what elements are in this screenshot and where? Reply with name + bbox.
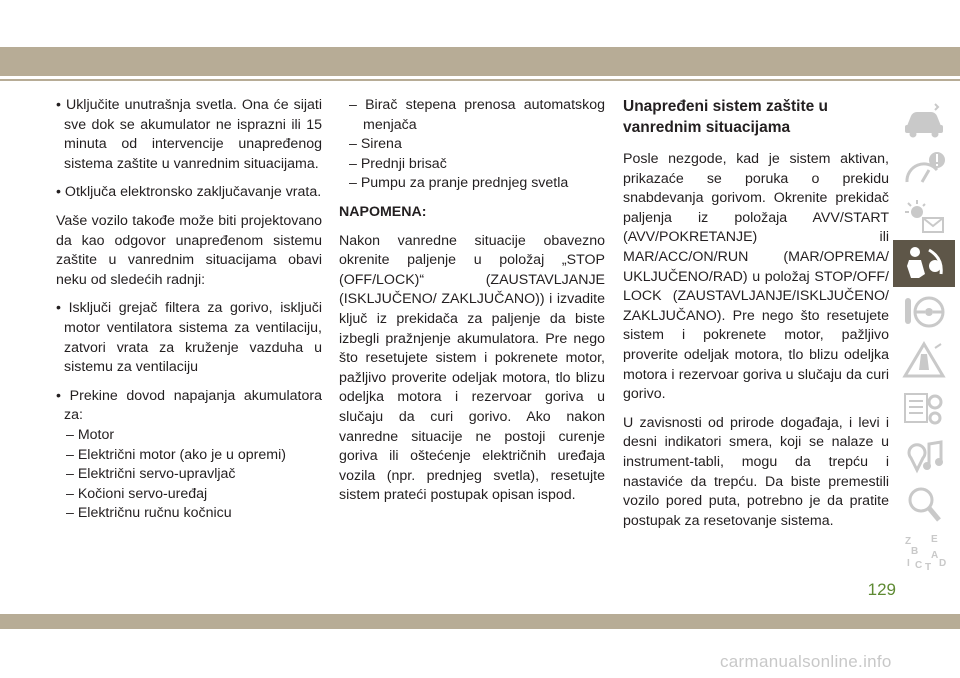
list-item: – Prednji brisač <box>349 155 447 172</box>
svg-text:I: I <box>907 557 910 569</box>
bullet-interior-lights: • Uključite unutrašnja svetla. Ona će sijati sve dok se akumulator ne isprazni ili 15 minuta od intervencije unapređenog sistema zaštite u vanrednim situacijama. <box>56 97 322 172</box>
footer-band <box>0 614 960 629</box>
bullet-fuel-filter: • Isključi grejač filtera za gorivo, isključi motor ventilatora sistema za ventilaciju, zatvori vrata za kruženje vazduha u sistemu za ventilaciju <box>56 300 322 376</box>
paragraph-actions: Vaše vozilo takođe može biti projektovano da kao odgovor unapređenom sistemu zaštite u vanrednim situacijama obavi neku od sledećih radnji: <box>56 212 322 288</box>
page-number: 129 <box>867 580 896 599</box>
tab-driving[interactable] <box>893 288 955 335</box>
tab-multimedia[interactable] <box>893 432 955 479</box>
list-item: – Kočioni servo-uređaj <box>66 485 208 502</box>
note-title: NAPOMENA: <box>339 203 427 220</box>
multimedia-icon <box>901 436 947 476</box>
svg-text:Z: Z <box>905 535 912 547</box>
bullet-power-cut: • Prekine dovod napajanja akumulatora za: <box>56 387 322 424</box>
svg-text:T: T <box>925 561 932 572</box>
steering-wheel-icon <box>901 292 947 332</box>
power-cut-list <box>56 426 322 524</box>
list-item: – Motor <box>66 426 115 443</box>
tab-dashboard[interactable] <box>893 144 955 191</box>
dashboard-warning-icon <box>901 148 947 188</box>
svg-text:E: E <box>931 533 938 545</box>
safety-airbag-icon <box>901 244 947 284</box>
svg-text:C: C <box>915 559 923 571</box>
car-info-icon <box>901 100 947 140</box>
tab-search[interactable] <box>893 480 955 527</box>
tab-safety[interactable] <box>893 240 955 287</box>
svg-text:A: A <box>931 549 939 561</box>
column-2 <box>339 96 605 515</box>
index-icon <box>901 532 947 572</box>
power-cut-list-continued <box>339 96 605 194</box>
service-settings-icon <box>901 388 947 428</box>
search-icon <box>901 484 947 524</box>
header-rule <box>0 79 960 81</box>
svg-text:D: D <box>939 557 947 569</box>
tab-emergency[interactable] <box>893 336 955 383</box>
tab-index[interactable] <box>893 528 955 575</box>
column-1 <box>56 96 322 533</box>
list-item: – Birač stepena prenosa automatskog menjača <box>349 97 605 133</box>
svg-text:B: B <box>911 545 919 557</box>
paragraph-after-accident: Posle nezgode, kad je sistem aktivan, prikazaće se poruka o prekidu snabdevanja gorivom. Okrenite prekidač paljenja iz položaja AVV/START (AVV/POKRETANJE) ili MAR/ACC/ON/RUN (MAR/OPREMA/ UKLJUČENO/RAD) u položaj STOP/OFF/ LOCK (ZAUSTAVLJANJE/ISKLJUČENO/ ZAKLJUČANO). Pre nego što resetujete sistem i pokrenete motor, pažljivo proverite odeljak motora, tlo blizu odeljka motora i rezervoar goriva u slučaju da curi gorivo. <box>623 151 889 403</box>
list-item: – Električnu ručnu kočnicu <box>66 505 232 522</box>
column-3 <box>623 96 889 540</box>
road-warning-icon <box>901 340 947 380</box>
warning-lights-icon <box>901 196 947 236</box>
note-text: Nakon vanredne situacije obavezno okrenite paljenje u položaj „STOP (OFF/LOCK)“ (ZAUSTAVLJANJE (ISKLJUČENO/ ZAKLJUČANO)) i izvadite ključ iz prekidača za paljenje da biste izbegli pražnjenje akumulatora. Pre nego što resetujete sistem i pokrenete motor, pažljivo proverite odeljak motora, tlo blizu odeljka motora i rezervoar goriva u slučaju da curi gorivo. Ako nakon vanredne situacije ne postoji curenje goriva ili oštećenje električnih uređaja vozila (npr. prednjeg svetla), resetujte sistem prateći postupak opisan ispod. <box>339 232 605 504</box>
list-item: – Električni motor (ako je u opremi) <box>66 446 286 463</box>
tab-car-info[interactable] <box>893 96 955 143</box>
bullet-unlock-doors: • Otključa elektronsko zaključavanje vrata. <box>56 184 322 201</box>
watermark: carmanualsonline.info <box>720 652 892 671</box>
tab-lights[interactable] <box>893 192 955 239</box>
section-title: Unapređeni sistem zaštite u vanrednim situacijama <box>623 98 829 136</box>
paragraph-indicators: U zavisnosti od prirode događaja, i levi i desni indikatori smera, koji se nalaze u instrument-tabli, mogu da trepću i nastaviće da trepću. Da biste premestili vozilo pored puta, potrebno je da pratite postupak za resetovanje sistema. <box>623 414 889 529</box>
list-item: – Pumpu za pranje prednjeg svetla <box>349 175 569 192</box>
tab-maintenance[interactable] <box>893 384 955 431</box>
header-band <box>0 47 960 76</box>
list-item: – Sirena <box>349 136 402 153</box>
list-item: – Električni servo-upravljač <box>66 466 236 483</box>
